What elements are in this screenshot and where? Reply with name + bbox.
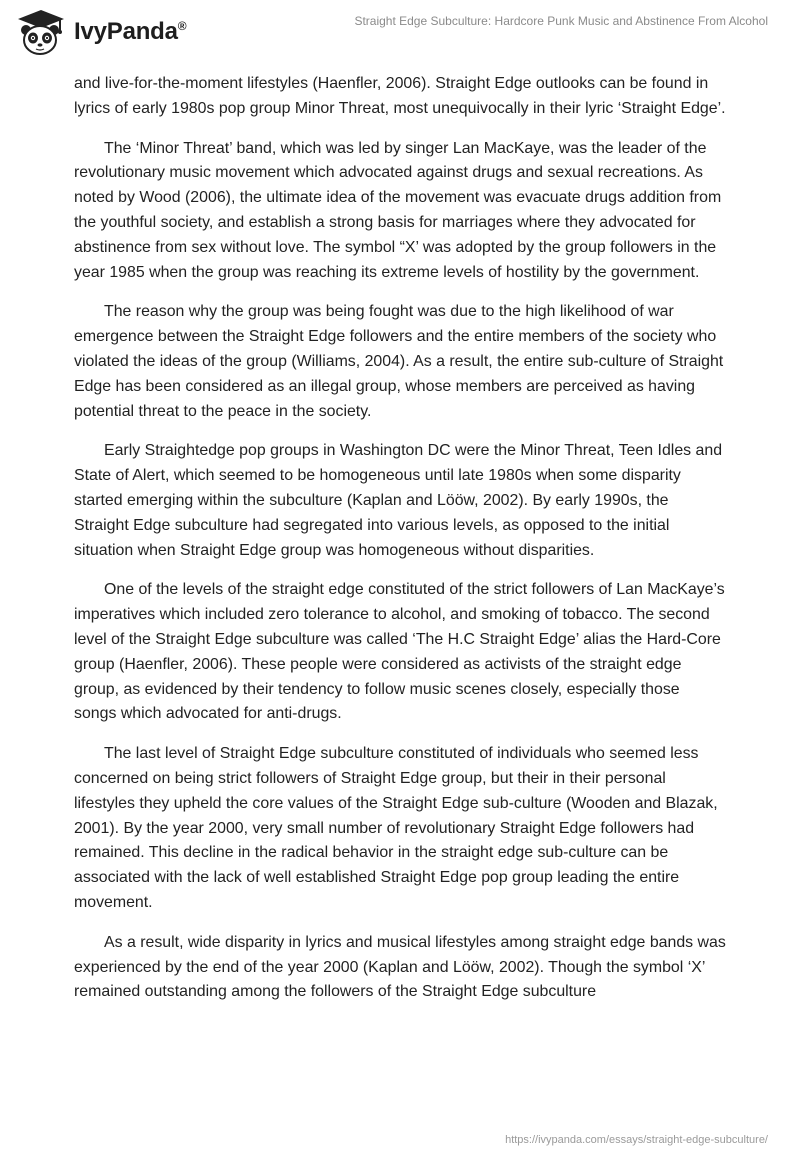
- paragraph: Early Straightedge pop groups in Washington DC were the Minor Threat, Teen Idles and State of Alert, which seemed to be homogeneous until late 1980s when some disparity started emerging within the subculture (Kaplan and Lööw, 2002). By early 1990s, the Straight Edge subculture had segregated into various levels, as opposed to the initial situation when Straight Edge group was homogeneous without disparities.: [74, 442, 723, 559]
- registered-mark: ®: [177, 19, 187, 33]
- ivypanda-logo[interactable]: [14, 8, 186, 56]
- paragraph: and live-for-the-moment lifestyles (Haenfler, 2006). Straight Edge outlooks can be found in lyrics of early 1980s pop group Minor Threat, most unequivocally in their lyric ‘Straight Edge’.: [74, 75, 726, 117]
- essay-body: [74, 72, 726, 1020]
- paragraph: One of the levels of the straight edge constituted of the strict followers of Lan MacKaye’s imperatives which included zero tolerance to alcohol, and smoking of tobacco. The second level of the Straight Edge subculture was called ‘The H.C Straight Edge’ alias the Hard-Core group (Haenfler, 2006). These people were considered as activists of the straight edge group, as evidenced by their tendency to follow music scenes closely, especially those songs which advocated for anti-drugs.: [74, 581, 725, 723]
- paragraph: The reason why the group was being fought was due to the high likelihood of war emergence between the Straight Edge followers and the entire members of the society who violated the ideas of the group (Williams, 2004). As a result, the entire sub-culture of Straight Edge has been considered as an illegal group, whose members are perceived as having potential threat to the peace in the society.: [74, 303, 724, 420]
- logo-text: [74, 18, 186, 46]
- source-url: https://ivypanda.com/essays/straight-edge-subculture/: [505, 1134, 768, 1146]
- paragraph: As a result, wide disparity in lyrics and musical lifestyles among straight edge bands was experienced by the end of the year 2000 (Kaplan and Lööw, 2002). Though the symbol ‘X’ remained outstanding among the followers of the Straight Edge subculture: [74, 933, 726, 1001]
- paragraph: The ‘Minor Threat’ band, which was led by singer Lan MacKaye, was the leader of the revolutionary music movement which advocated against drugs and sexual recreations. As noted by Wood (2006), the ultimate idea of the movement was evacuate drugs addition from the youthful society, and establish a strong basis for marriages where they advocated for abstinence from sex without love. The symbol “X’ was adopted by the group followers in the year 1985 when the group was reaching its extreme levels of hostility by the government.: [74, 139, 722, 281]
- document-title: Straight Edge Subculture: Hardcore Punk Music and Abstinence From Alcohol: [354, 14, 768, 28]
- logo-wordmark: IvyPanda: [74, 18, 178, 45]
- paragraph: The last level of Straight Edge subculture constituted of individuals who seemed less concerned on being strict followers of Straight Edge group, but their in their personal lifestyles they upheld the core values of the Straight Edge sub-culture (Wooden and Blazak, 2001). By the year 2000, very small number of revolutionary Straight Edge followers had remained. This decline in the radical behavior in the straight edge sub-culture can be associated with the lack of well established Straight Edge pop group leading the entire movement.: [74, 745, 718, 911]
- page-header: [0, 0, 800, 64]
- panda-graduate-icon: [14, 8, 68, 56]
